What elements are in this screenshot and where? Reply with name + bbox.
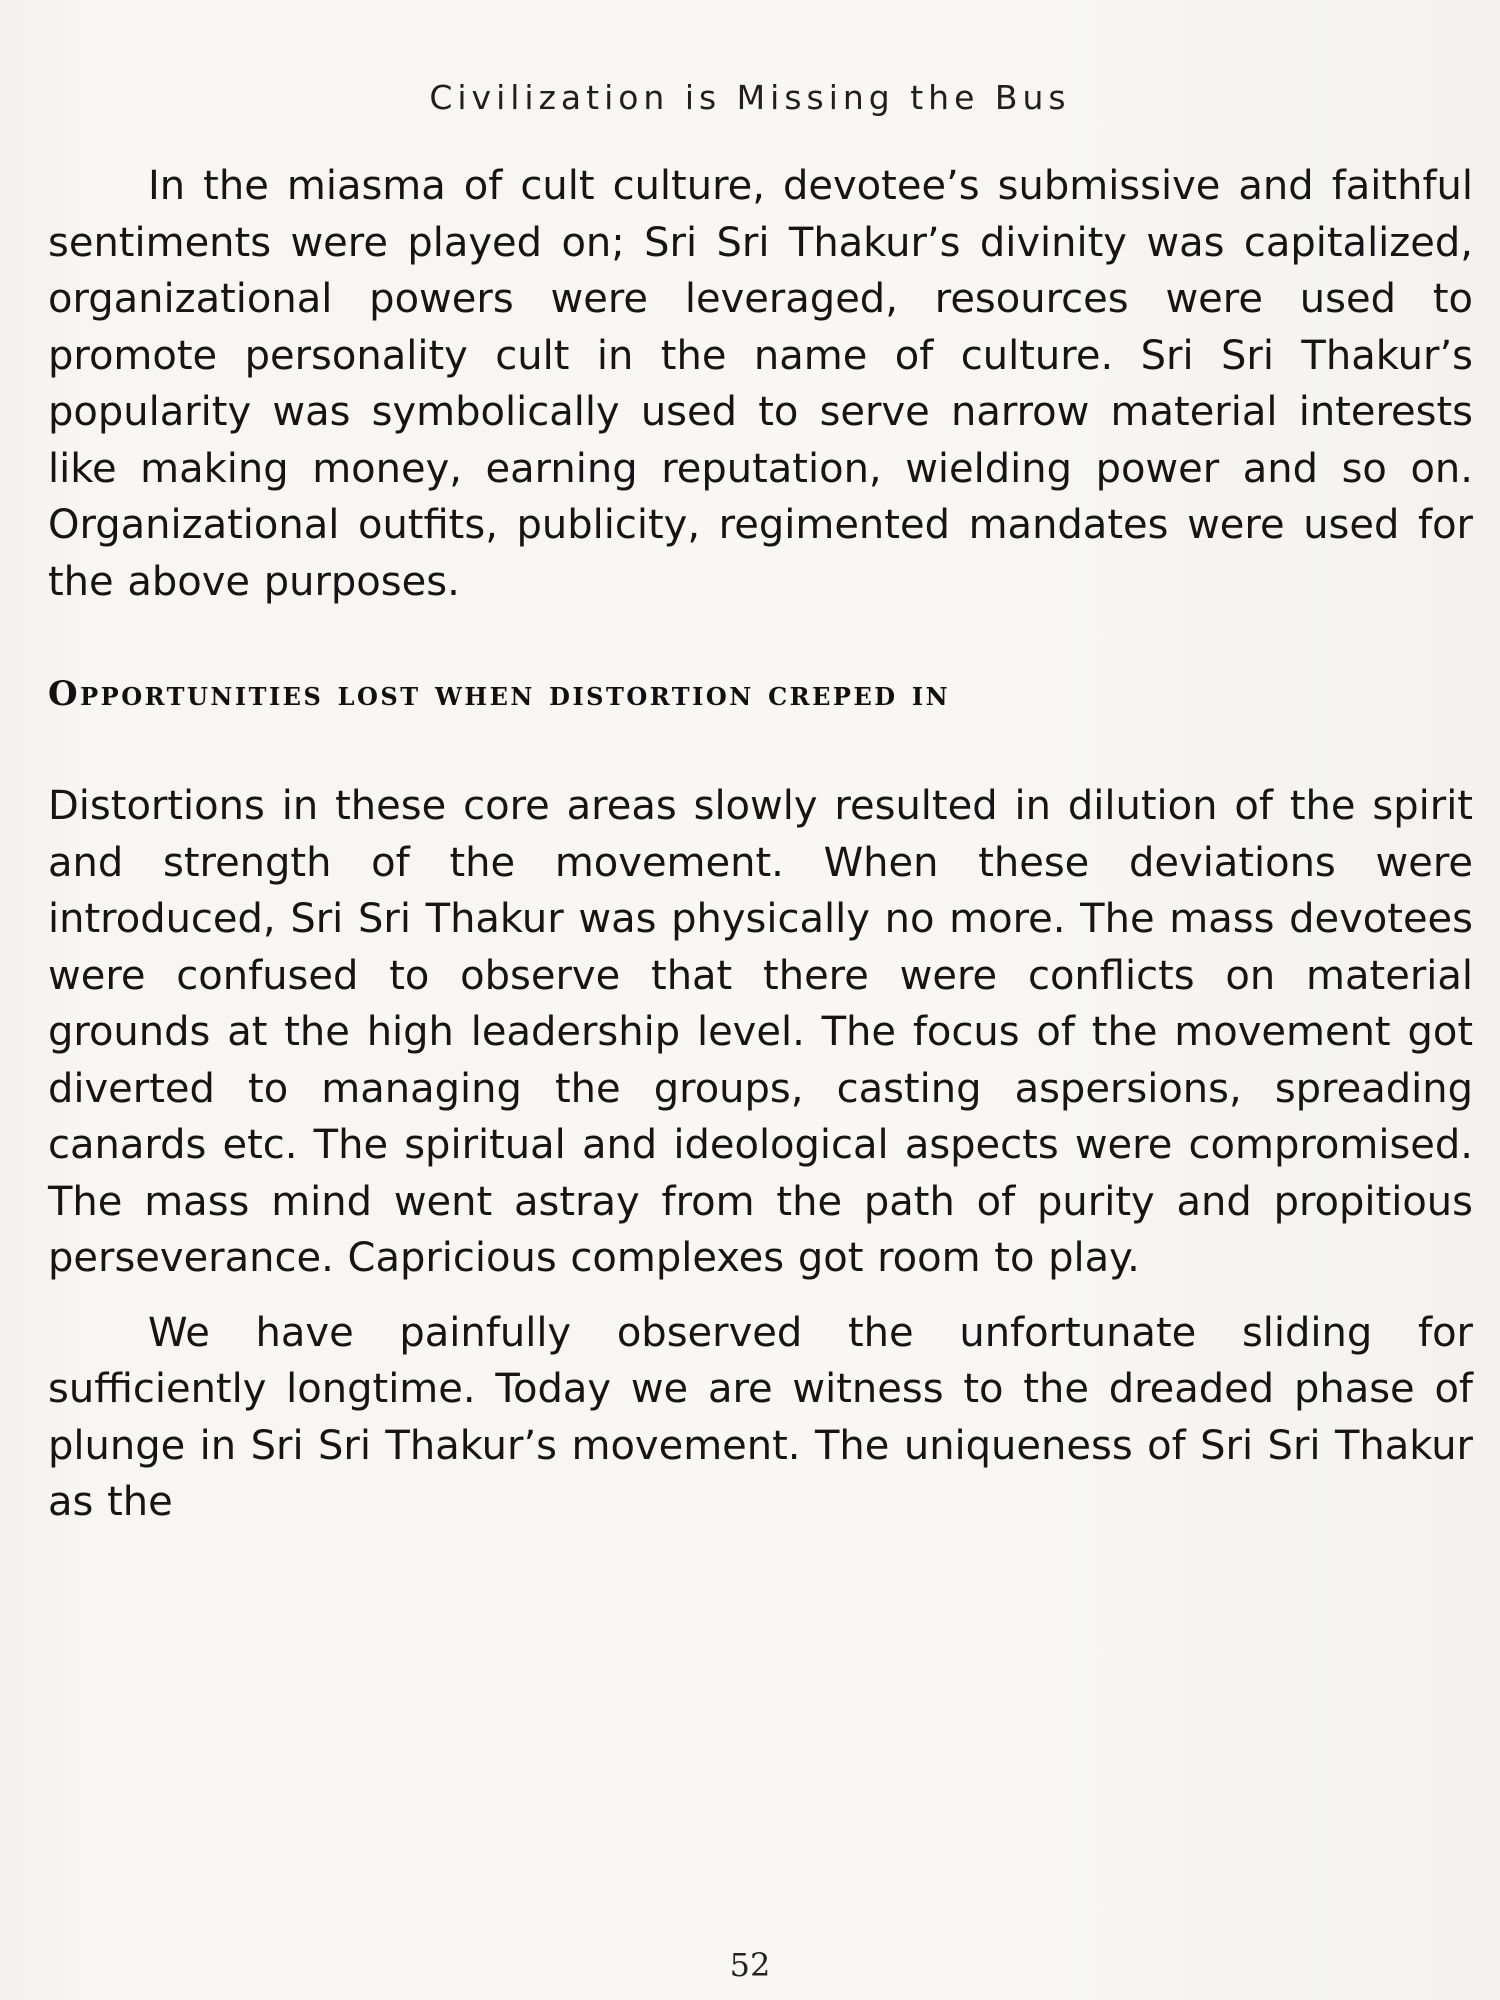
running-head: Civilization is Missing the Bus xyxy=(429,78,1071,117)
paragraph-cult-culture: In the miasma of cult culture, devotee’s submissive and faithful sentiments were played on; Sri Sri Thakur’s divinity was capitalized, organizational powers were leveraged, resources were used to promote personality cult in the name of culture. Sri Sri Thakur’s popularity was symbolically used to serve narrow material interests like making money, earning reputation, wielding power and so on. Organizational outfits, publicity, regimented mandates were used for the above purposes. xyxy=(48,163,1473,605)
page-body xyxy=(48,158,1473,1531)
page-number: 52 xyxy=(729,1946,771,1984)
paragraph-sliding: We have painfully observed the unfortunate sliding for sufficiently longtime. Today we are witness to the dreaded phase of plunge in Sri Sri Thakur’s movement. The uniqueness of Sri Sri Thakur as the xyxy=(48,1309,1473,1525)
paragraph-distortions: Distortions in these core areas slowly resulted in dilution of the spirit and strength of the movement. When these deviations were introduced, Sri Sri Thakur was physically no more. The mass devotees were confused to observe that there were conflicts on material grounds at the high leadership level. The focus of the movement got diverted to managing the groups, casting aspersions, spreading canards etc. The spiritual and ideological aspects were compromised. The mass mind went astray from the path of purity and propitious perseverance. Capricious complexes got room to play. xyxy=(48,783,1473,1281)
section-heading: Opportunities lost when distortion creped in xyxy=(48,674,951,714)
